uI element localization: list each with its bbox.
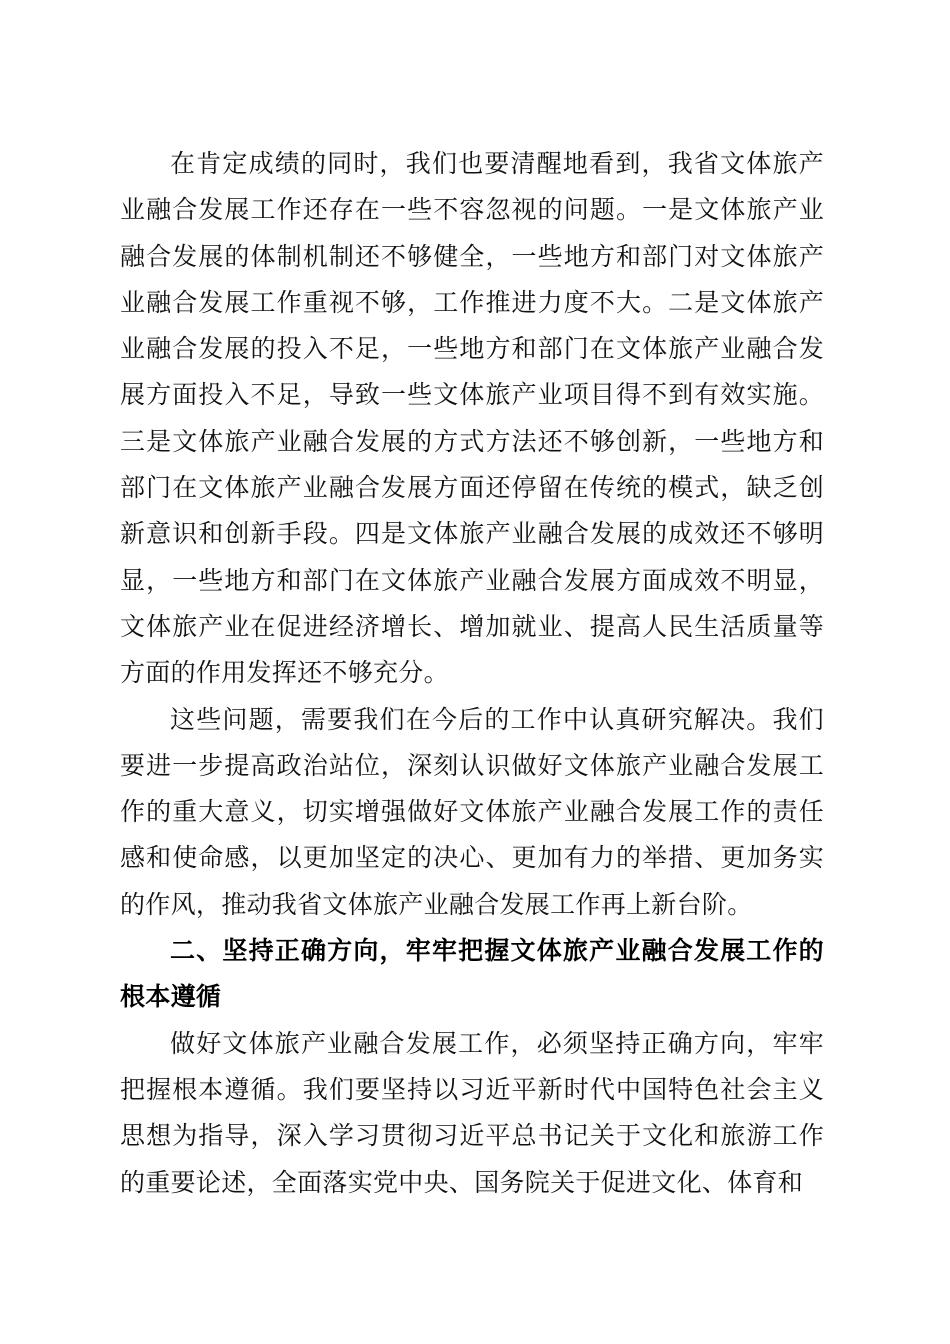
document-body: [120, 141, 824, 1206]
paragraph-solutions: 这些问题，需要我们在今后的工作中认真研究解决。我们要进一步提高政治站位，深刻认识做好文体旅产业融合发展工作的重大意义，切实增强做好文体旅产业融合发展工作的责任感和使命感，以更加坚定的决心、更加有力的举措、更加务实的作风，推动我省文体旅产业融合发展工作再上新台阶。: [120, 704, 824, 919]
paragraph-problems: 在肯定成绩的同时，我们也要清醒地看到，我省文体旅产业融合发展工作还存在一些不容忽视的问题。一是文体旅产业融合发展的体制机制还不够健全，一些地方和部门对文体旅产业融合发展工作重视不够，工作推进力度不大。二是文体旅产业融合发展的投入不足，一些地方和部门在文体旅产业融合发展方面投入不足，导致一些文体旅产业项目得不到有效实施。三是文体旅产业融合发展的方式方法还不够创新，一些地方和部门在文体旅产业融合发展方面还停留在传统的模式，缺乏创新意识和创新手段。四是文体旅产业融合发展的成效还不够明显，一些地方和部门在文体旅产业融合发展方面成效不明显，文体旅产业在促进经济增长、增加就业、提高人民生活质量等方面的作用发挥还不够充分。: [120, 149, 824, 688]
paragraph-direction: 做好文体旅产业融合发展工作，必须坚持正确方向，牢牢把握根本遵循。我们要坚持以习近平新时代中国特色社会主义思想为指导，深入学习贯彻习近平总书记关于文化和旅游工作的重要论述，全面落实党中央、国务院关于促进文化、体育和: [120, 1028, 824, 1197]
section-heading: 二、坚持正确方向，牢牢把握文体旅产业融合发展工作的根本遵循: [120, 936, 824, 1012]
